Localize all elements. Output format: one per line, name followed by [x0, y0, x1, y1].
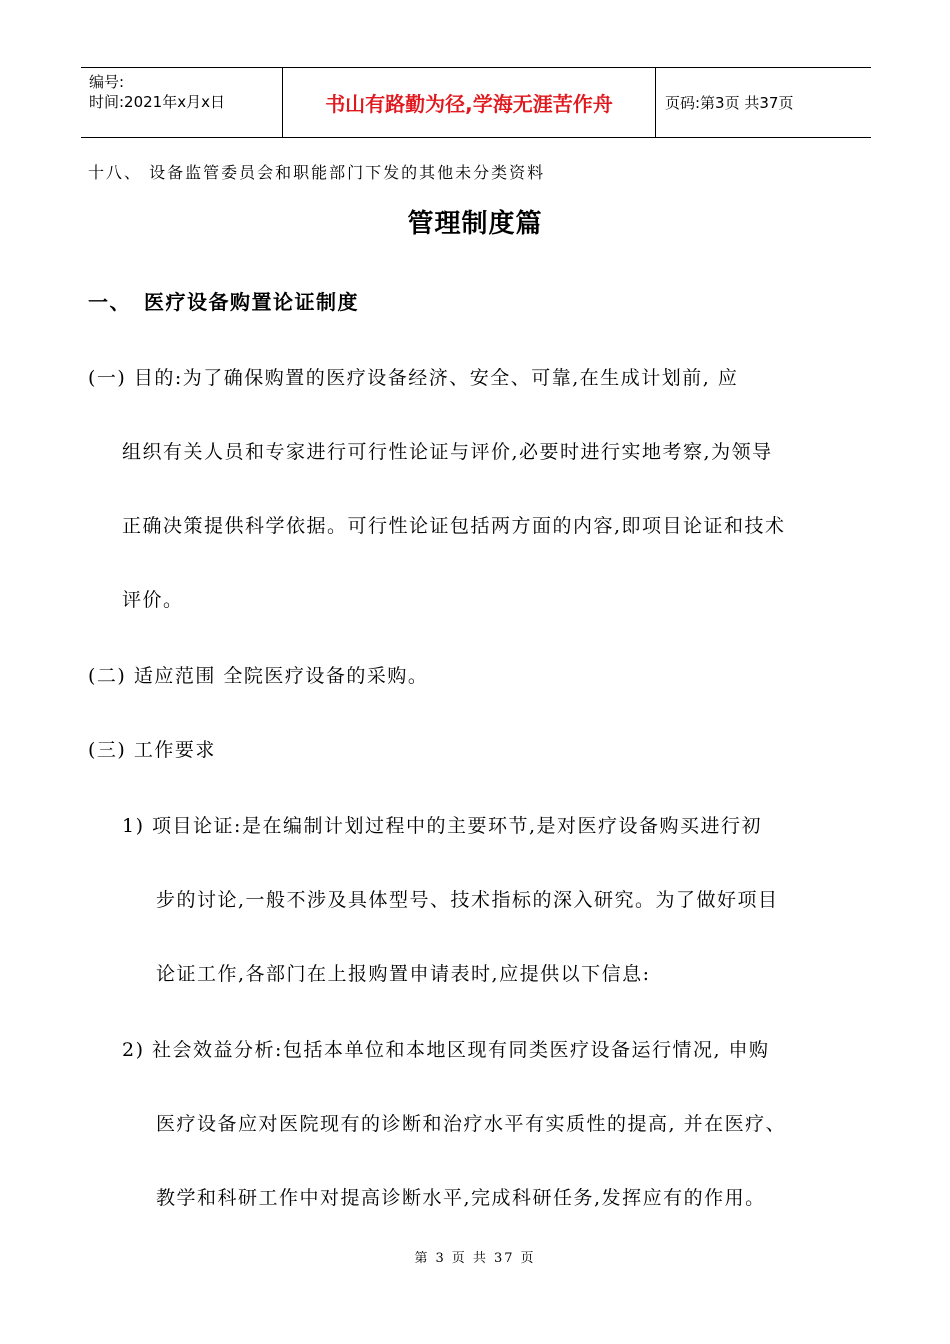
paragraph-line: 评价。: [122, 589, 184, 611]
paragraph-line: 正确决策提供科学依据。可行性论证包括两方面的内容,即项目论证和技术: [122, 515, 786, 537]
footer-current-page: 3: [435, 1251, 446, 1266]
date-label: 时间:2021年x月x日: [89, 93, 225, 111]
header-meta: [89, 72, 225, 112]
paragraph-line: (二) 适应范围 全院医疗设备的采购。: [88, 665, 429, 687]
paragraph-line: (三) 工作要求: [88, 739, 216, 761]
document-header: [81, 67, 871, 138]
section-heading: [88, 286, 359, 315]
footer-mid: 页 共: [451, 1251, 488, 1266]
footer-suffix: 页: [520, 1251, 536, 1266]
footer-total-pages: 37: [493, 1251, 515, 1266]
paragraph-line: (一) 目的:为了确保购置的医疗设备经济、安全、可靠,在生成计划前, 应: [88, 367, 739, 389]
page-footer: [0, 1247, 950, 1266]
category-line: 十八、 设备监管委员会和职能部门下发的其他未分类资料: [88, 163, 546, 182]
section-number: 一、: [88, 290, 131, 314]
header-page-label: 页码:第3页 共37页: [665, 94, 794, 112]
paragraph-line: 教学和科研工作中对提高诊断水平,完成科研任务,发挥应有的作用。: [156, 1187, 766, 1209]
paragraph-line: 2) 社会效益分析:包括本单位和本地区现有同类医疗设备运行情况, 申购: [122, 1039, 770, 1061]
header-motto: 书山有路勤为径,学海无涯苦作舟: [325, 92, 613, 116]
paragraph-line: 医疗设备应对医院现有的诊断和治疗水平有实质性的提高, 并在医疗、: [156, 1113, 787, 1135]
paragraph-line: 步的讨论,一般不涉及具体型号、技术指标的深入研究。为了做好项目: [156, 889, 779, 911]
page-title: 管理制度篇: [407, 209, 543, 239]
paragraph-line: 1) 项目论证:是在编制计划过程中的主要环节,是对医疗设备购买进行初: [122, 815, 762, 837]
section-heading-text: 医疗设备购置论证制度: [144, 290, 359, 314]
footer-prefix: 第: [414, 1251, 430, 1266]
paragraph-line: 组织有关人员和专家进行可行性论证与评价,必要时进行实地考察,为领导: [122, 441, 773, 463]
paragraph-line: 论证工作,各部门在上报购置申请表时,应提供以下信息:: [156, 963, 651, 985]
header-divider: [655, 68, 656, 137]
code-label: 编号:: [89, 73, 125, 91]
